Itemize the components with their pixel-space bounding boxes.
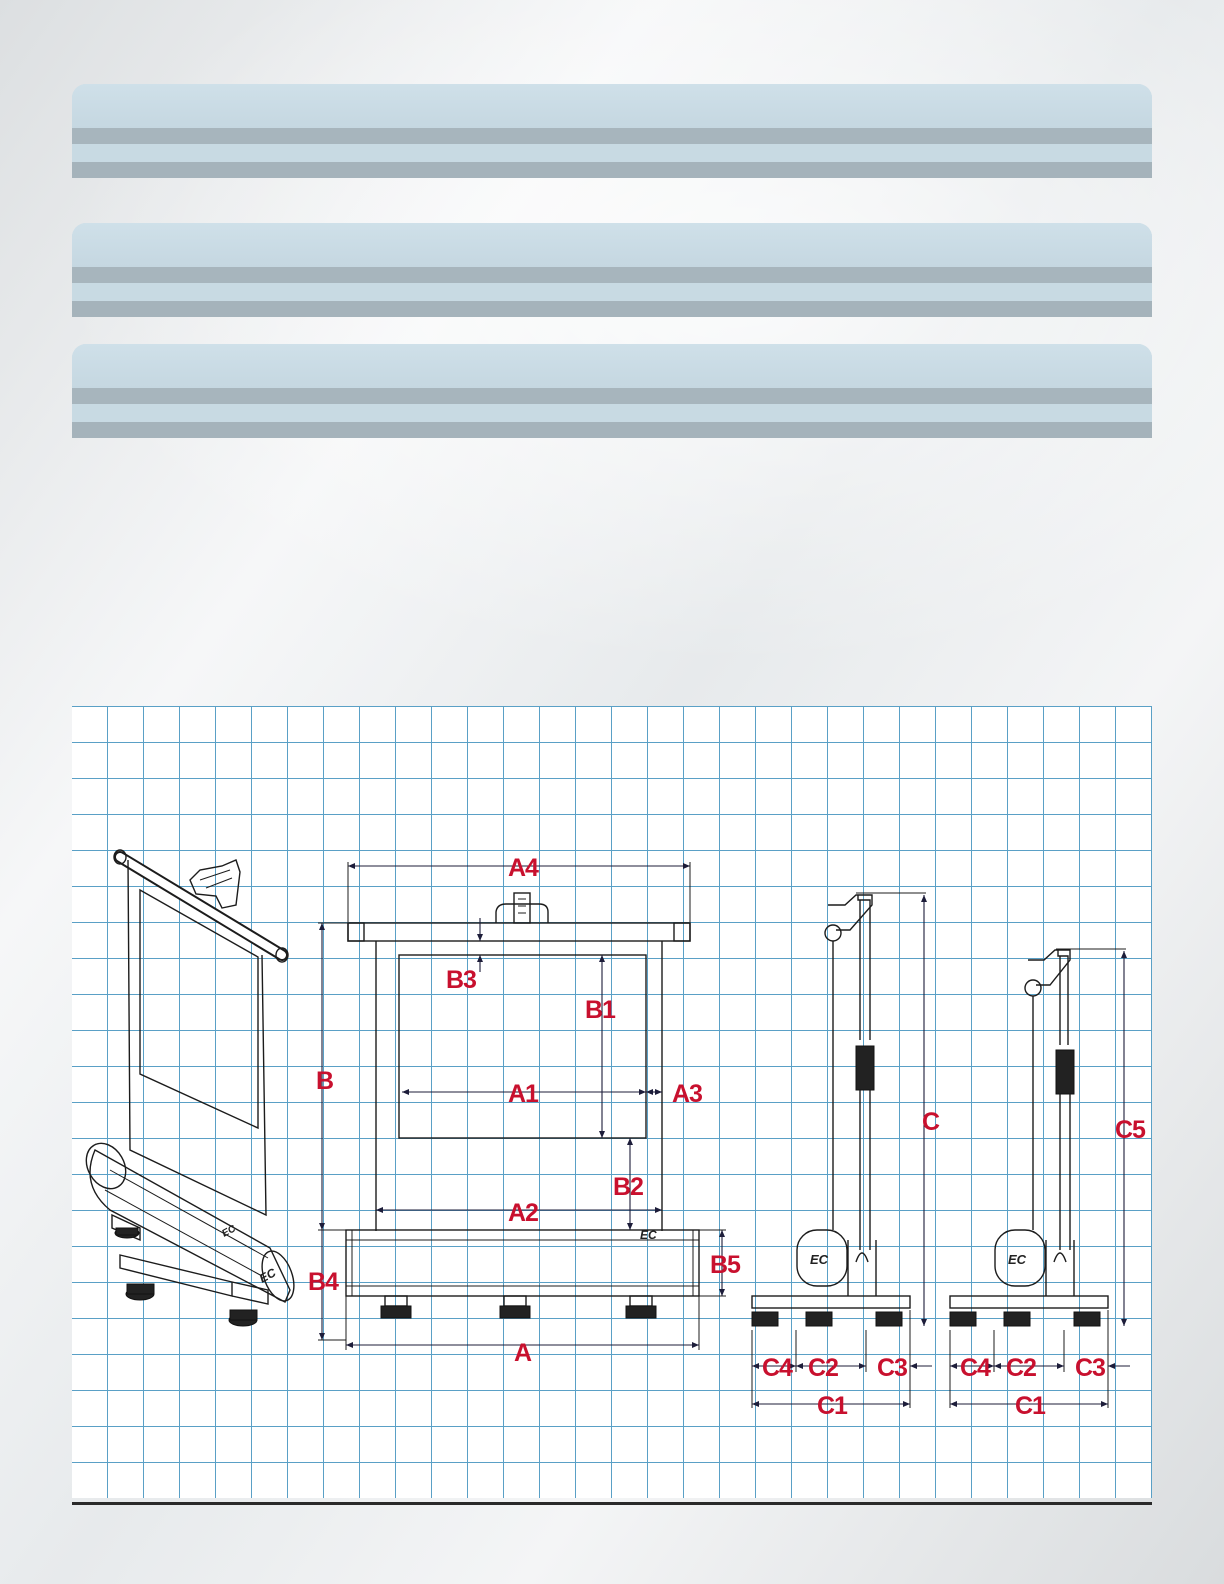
label-A4: A4 [508,854,538,882]
label-B1: B1 [585,996,615,1024]
header-banner-1 [72,84,1152,178]
front-logo: EC [640,1228,657,1242]
dimension-drawing-panel [72,706,1152,1498]
label-C3-view1: C3 [877,1354,907,1382]
perspective-view [78,850,300,1326]
label-B5: B5 [710,1251,740,1279]
label-A2: A2 [508,1199,538,1227]
perspective-end-logo: EC [256,1265,279,1286]
label-C2-view1: C2 [808,1354,838,1382]
label-C4-view2: C4 [960,1354,990,1382]
label-A1: A1 [508,1080,538,1108]
footer-rule [72,1502,1152,1505]
label-C: C [922,1108,940,1136]
label-C4-view1: C4 [762,1354,792,1382]
perspective-logo: EC [220,1223,238,1240]
side-logo-1: EC [810,1252,829,1267]
label-B3: B3 [446,966,476,994]
label-A: A [514,1339,532,1367]
label-B2: B2 [613,1173,643,1201]
label-C1-view2: C1 [1015,1392,1045,1420]
label-B4: B4 [308,1268,338,1296]
front-view [308,854,741,1367]
label-B: B [316,1067,334,1095]
label-A3: A3 [672,1080,702,1108]
header-banner-3 [72,344,1152,438]
label-C2-view2: C2 [1006,1354,1036,1382]
label-C3-view2: C3 [1075,1354,1105,1382]
label-C1-view1: C1 [817,1392,847,1420]
side-view-1 [752,893,940,1420]
side-view-2 [950,949,1146,1420]
side-logo-2: EC [1008,1252,1027,1267]
label-C5: C5 [1115,1116,1145,1144]
dimension-drawing [72,706,1152,1498]
header-banner-2 [72,223,1152,317]
